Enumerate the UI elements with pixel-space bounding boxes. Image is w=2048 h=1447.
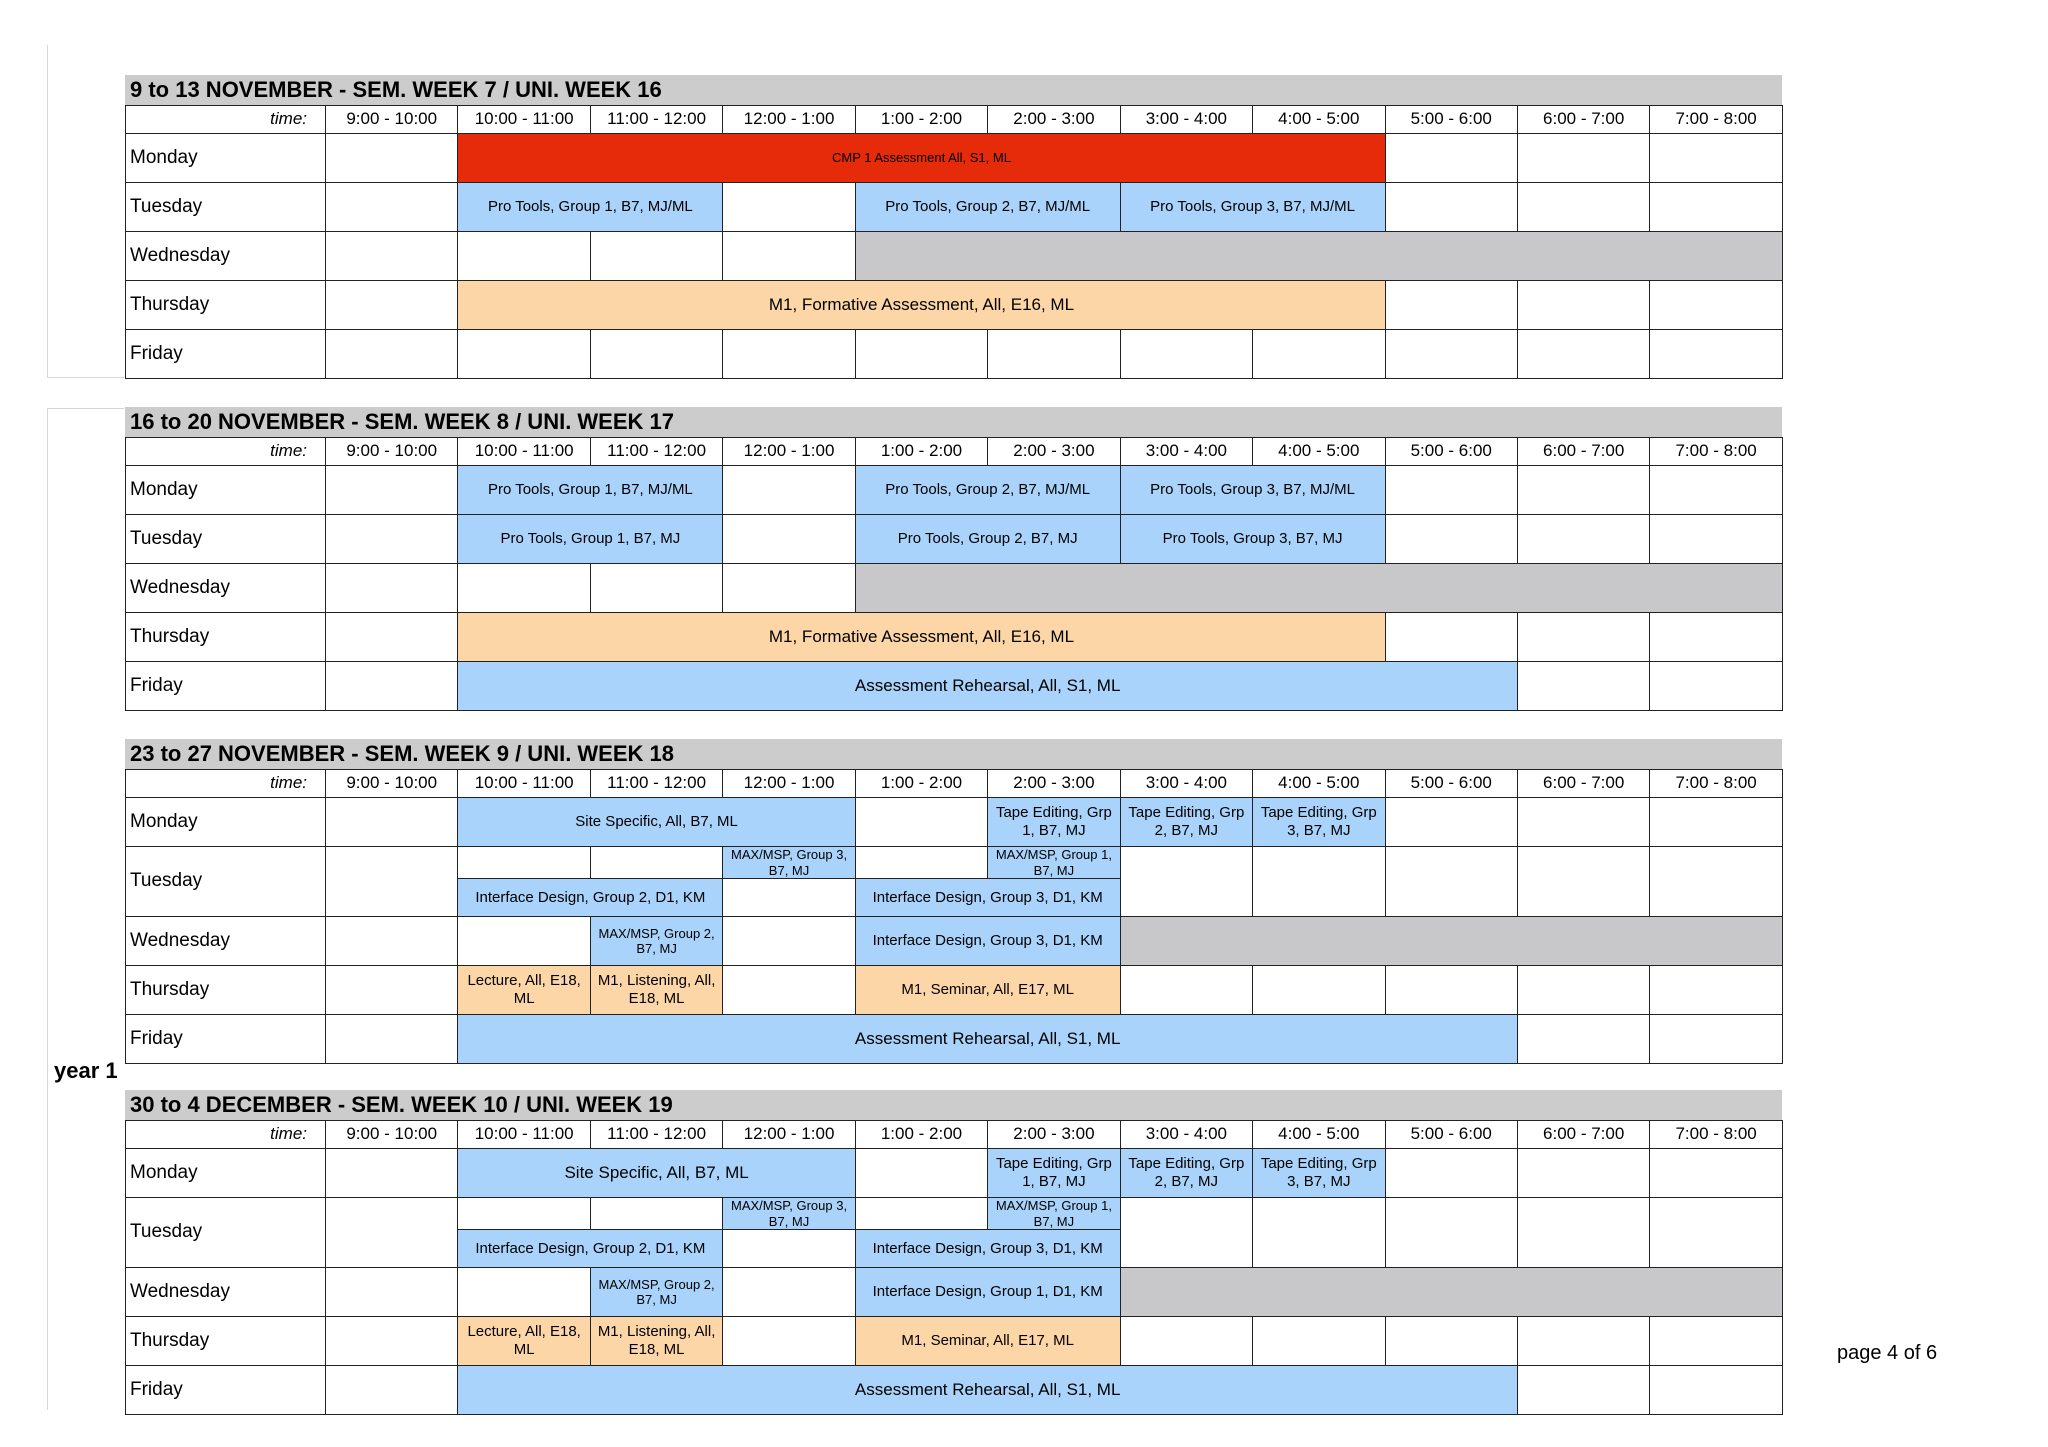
empty-slot bbox=[326, 515, 458, 564]
empty-slot bbox=[1650, 1198, 1782, 1268]
empty-slot bbox=[1650, 613, 1782, 662]
blocked-slot bbox=[1120, 1268, 1782, 1317]
event-max-msp-group-3: MAX/MSP, Group 3, B7, MJ bbox=[723, 1198, 855, 1230]
empty-slot bbox=[723, 330, 855, 379]
empty-slot bbox=[1517, 330, 1649, 379]
empty-slot bbox=[590, 330, 722, 379]
time-slot: 12:00 - 1:00 bbox=[723, 770, 855, 798]
timetable bbox=[125, 769, 1783, 1064]
day-label: Wednesday bbox=[126, 1268, 326, 1317]
timetable bbox=[125, 437, 1783, 711]
day-row-monday bbox=[126, 798, 1783, 847]
empty-slot bbox=[1517, 466, 1649, 515]
day-row-thursday bbox=[126, 966, 1783, 1015]
day-label: Tuesday bbox=[126, 847, 326, 917]
empty-slot bbox=[1650, 966, 1782, 1015]
empty-slot bbox=[1517, 281, 1649, 330]
time-slot: 5:00 - 6:00 bbox=[1385, 770, 1517, 798]
empty-slot bbox=[1517, 1198, 1649, 1268]
day-label: Tuesday bbox=[126, 515, 326, 564]
empty-slot bbox=[723, 1230, 855, 1268]
day-row-monday bbox=[126, 1149, 1783, 1198]
empty-slot bbox=[1385, 330, 1517, 379]
empty-slot bbox=[723, 232, 855, 281]
time-slot: 10:00 - 11:00 bbox=[458, 438, 590, 466]
timetable bbox=[125, 1120, 1783, 1415]
empty-slot bbox=[1385, 466, 1517, 515]
empty-slot bbox=[1650, 798, 1782, 847]
day-row-thursday bbox=[126, 281, 1783, 330]
time-slot: 10:00 - 11:00 bbox=[458, 770, 590, 798]
day-row-friday bbox=[126, 662, 1783, 711]
event-max-msp-group-3: MAX/MSP, Group 3, B7, MJ bbox=[723, 847, 855, 879]
empty-slot bbox=[1120, 966, 1252, 1015]
day-row-monday bbox=[126, 466, 1783, 515]
week-block-1 bbox=[125, 75, 1782, 379]
empty-slot bbox=[723, 966, 855, 1015]
event-site-specific: Site Specific, All, B7, ML bbox=[458, 1149, 855, 1198]
empty-slot bbox=[1385, 183, 1517, 232]
empty-slot bbox=[988, 330, 1120, 379]
empty-slot bbox=[326, 1198, 458, 1268]
time-slot: 1:00 - 2:00 bbox=[855, 438, 987, 466]
time-header-row bbox=[126, 438, 1783, 466]
empty-slot bbox=[326, 232, 458, 281]
time-slot: 1:00 - 2:00 bbox=[855, 1121, 987, 1149]
day-label: Friday bbox=[126, 330, 326, 379]
week-title: 30 to 4 DECEMBER - SEM. WEEK 10 / UNI. WEEK 19 bbox=[125, 1090, 1782, 1120]
empty-slot bbox=[458, 564, 590, 613]
day-row-tuesday bbox=[126, 1198, 1783, 1230]
empty-slot bbox=[590, 232, 722, 281]
event-pro-tools-group-3: Pro Tools, Group 3, B7, MJ/ML bbox=[1120, 466, 1385, 515]
time-label: time: bbox=[126, 438, 326, 466]
time-slot: 4:00 - 5:00 bbox=[1253, 106, 1385, 134]
event-listening: M1, Listening, All, E18, ML bbox=[590, 966, 722, 1015]
day-label: Friday bbox=[126, 1366, 326, 1415]
empty-slot bbox=[1517, 515, 1649, 564]
event-tape-editing-grp-1: Tape Editing, Grp 1, B7, MJ bbox=[988, 1149, 1120, 1198]
week-title: 16 to 20 NOVEMBER - SEM. WEEK 8 / UNI. WEEK 17 bbox=[125, 407, 1782, 437]
event-seminar: M1, Seminar, All, E17, ML bbox=[855, 966, 1120, 1015]
blocked-slot bbox=[1120, 917, 1782, 966]
day-label: Tuesday bbox=[126, 1198, 326, 1268]
empty-slot bbox=[326, 466, 458, 515]
day-label: Monday bbox=[126, 798, 326, 847]
event-tape-editing-grp-1: Tape Editing, Grp 1, B7, MJ bbox=[988, 798, 1120, 847]
empty-slot bbox=[1120, 1317, 1252, 1366]
week-block-4 bbox=[125, 1090, 1782, 1415]
day-row-friday bbox=[126, 1015, 1783, 1064]
left-margin-line bbox=[47, 45, 48, 1410]
event-pro-tools-group-2: Pro Tools, Group 2, B7, MJ/ML bbox=[855, 466, 1120, 515]
time-slot: 9:00 - 10:00 bbox=[326, 770, 458, 798]
empty-slot bbox=[855, 1198, 987, 1230]
day-label: Wednesday bbox=[126, 232, 326, 281]
empty-slot bbox=[723, 515, 855, 564]
empty-slot bbox=[1385, 966, 1517, 1015]
empty-slot bbox=[1253, 847, 1385, 917]
empty-slot bbox=[1650, 183, 1782, 232]
empty-slot bbox=[1385, 134, 1517, 183]
empty-slot bbox=[1650, 134, 1782, 183]
time-slot: 6:00 - 7:00 bbox=[1517, 106, 1649, 134]
empty-slot bbox=[326, 281, 458, 330]
time-slot: 6:00 - 7:00 bbox=[1517, 438, 1649, 466]
timetable bbox=[125, 105, 1783, 379]
event-interface-design-group-2: Interface Design, Group 2, D1, KM bbox=[458, 879, 723, 917]
empty-slot bbox=[1385, 1149, 1517, 1198]
event-formative-assessment: M1, Formative Assessment, All, E16, ML bbox=[458, 613, 1385, 662]
time-slot: 2:00 - 3:00 bbox=[988, 1121, 1120, 1149]
day-label: Tuesday bbox=[126, 183, 326, 232]
week-block-3 bbox=[125, 739, 1782, 1064]
day-label: Thursday bbox=[126, 281, 326, 330]
empty-slot bbox=[1650, 515, 1782, 564]
time-slot: 6:00 - 7:00 bbox=[1517, 1121, 1649, 1149]
time-slot: 3:00 - 4:00 bbox=[1120, 770, 1252, 798]
time-slot: 10:00 - 11:00 bbox=[458, 106, 590, 134]
empty-slot bbox=[590, 564, 722, 613]
event-pro-tools-group-2: Pro Tools, Group 2, B7, MJ/ML bbox=[855, 183, 1120, 232]
day-row-friday bbox=[126, 1366, 1783, 1415]
empty-slot bbox=[723, 466, 855, 515]
empty-slot bbox=[1385, 613, 1517, 662]
time-slot: 2:00 - 3:00 bbox=[988, 438, 1120, 466]
left-margin-gap bbox=[47, 377, 124, 409]
time-slot: 6:00 - 7:00 bbox=[1517, 770, 1649, 798]
time-header-row bbox=[126, 1121, 1783, 1149]
empty-slot bbox=[1650, 847, 1782, 917]
time-slot: 3:00 - 4:00 bbox=[1120, 106, 1252, 134]
empty-slot bbox=[590, 847, 722, 879]
empty-slot bbox=[1650, 330, 1782, 379]
day-row-wednesday bbox=[126, 564, 1783, 613]
empty-slot bbox=[1650, 1015, 1782, 1064]
empty-slot bbox=[326, 847, 458, 917]
event-listening: M1, Listening, All, E18, ML bbox=[590, 1317, 722, 1366]
empty-slot bbox=[723, 879, 855, 917]
time-slot: 2:00 - 3:00 bbox=[988, 770, 1120, 798]
day-row-tuesday bbox=[126, 183, 1783, 232]
day-row-wednesday bbox=[126, 1268, 1783, 1317]
week-title: 9 to 13 NOVEMBER - SEM. WEEK 7 / UNI. WEEK 16 bbox=[125, 75, 1782, 105]
time-label: time: bbox=[126, 106, 326, 134]
empty-slot bbox=[590, 1198, 722, 1230]
empty-slot bbox=[326, 798, 458, 847]
time-slot: 3:00 - 4:00 bbox=[1120, 1121, 1252, 1149]
empty-slot bbox=[1650, 466, 1782, 515]
empty-slot bbox=[1517, 966, 1649, 1015]
time-slot: 1:00 - 2:00 bbox=[855, 106, 987, 134]
time-slot: 5:00 - 6:00 bbox=[1385, 106, 1517, 134]
day-row-thursday bbox=[126, 613, 1783, 662]
time-slot: 7:00 - 8:00 bbox=[1650, 1121, 1782, 1149]
empty-slot bbox=[1385, 798, 1517, 847]
empty-slot bbox=[1517, 1149, 1649, 1198]
empty-slot bbox=[1385, 281, 1517, 330]
empty-slot bbox=[1120, 330, 1252, 379]
event-lecture: Lecture, All, E18, ML bbox=[458, 1317, 590, 1366]
time-slot: 9:00 - 10:00 bbox=[326, 1121, 458, 1149]
event-tape-editing-grp-3: Tape Editing, Grp 3, B7, MJ bbox=[1253, 1149, 1385, 1198]
time-slot: 1:00 - 2:00 bbox=[855, 770, 987, 798]
empty-slot bbox=[326, 183, 458, 232]
empty-slot bbox=[1253, 1317, 1385, 1366]
day-label: Wednesday bbox=[126, 564, 326, 613]
empty-slot bbox=[326, 966, 458, 1015]
empty-slot bbox=[855, 1149, 987, 1198]
time-slot: 12:00 - 1:00 bbox=[723, 1121, 855, 1149]
empty-slot bbox=[1517, 134, 1649, 183]
empty-slot bbox=[1385, 1317, 1517, 1366]
event-pro-tools-group-1: Pro Tools, Group 1, B7, MJ/ML bbox=[458, 466, 723, 515]
blocked-slot bbox=[855, 232, 1782, 281]
day-label: Wednesday bbox=[126, 917, 326, 966]
empty-slot bbox=[1517, 1366, 1649, 1415]
time-header-row bbox=[126, 106, 1783, 134]
event-pro-tools-group-3: Pro Tools, Group 3, B7, MJ/ML bbox=[1120, 183, 1385, 232]
empty-slot bbox=[855, 847, 987, 879]
time-slot: 7:00 - 8:00 bbox=[1650, 106, 1782, 134]
empty-slot bbox=[1120, 847, 1252, 917]
event-pro-tools-group-3: Pro Tools, Group 3, B7, MJ bbox=[1120, 515, 1385, 564]
empty-slot bbox=[1650, 662, 1782, 711]
empty-slot bbox=[723, 564, 855, 613]
empty-slot bbox=[1253, 330, 1385, 379]
event-lecture: Lecture, All, E18, ML bbox=[458, 966, 590, 1015]
empty-slot bbox=[326, 330, 458, 379]
empty-slot bbox=[855, 330, 987, 379]
week-title: 23 to 27 NOVEMBER - SEM. WEEK 9 / UNI. WEEK 18 bbox=[125, 739, 1782, 769]
time-slot: 7:00 - 8:00 bbox=[1650, 770, 1782, 798]
time-slot: 11:00 - 12:00 bbox=[590, 106, 722, 134]
empty-slot bbox=[1517, 183, 1649, 232]
day-label: Thursday bbox=[126, 1317, 326, 1366]
empty-slot bbox=[1650, 1317, 1782, 1366]
empty-slot bbox=[1120, 1198, 1252, 1268]
event-max-msp-group-1: MAX/MSP, Group 1, B7, MJ bbox=[988, 847, 1120, 879]
event-interface-design: Interface Design, Group 1, D1, KM bbox=[855, 1268, 1120, 1317]
empty-slot bbox=[1517, 798, 1649, 847]
empty-slot bbox=[1253, 966, 1385, 1015]
empty-slot bbox=[326, 134, 458, 183]
empty-slot bbox=[458, 1268, 590, 1317]
event-site-specific: Site Specific, All, B7, ML bbox=[458, 798, 855, 847]
empty-slot bbox=[1650, 281, 1782, 330]
empty-slot bbox=[326, 564, 458, 613]
empty-slot bbox=[1517, 613, 1649, 662]
event-interface-design: Interface Design, Group 3, D1, KM bbox=[855, 917, 1120, 966]
event-max-msp-group-1: MAX/MSP, Group 1, B7, MJ bbox=[988, 1198, 1120, 1230]
empty-slot bbox=[458, 1198, 590, 1230]
empty-slot bbox=[1253, 1198, 1385, 1268]
time-slot: 12:00 - 1:00 bbox=[723, 106, 855, 134]
event-max-msp-group-2: MAX/MSP, Group 2, B7, MJ bbox=[590, 1268, 722, 1317]
empty-slot bbox=[1517, 847, 1649, 917]
event-max-msp-group-2: MAX/MSP, Group 2, B7, MJ bbox=[590, 917, 722, 966]
time-header-row bbox=[126, 770, 1783, 798]
time-label: time: bbox=[126, 770, 326, 798]
empty-slot bbox=[1517, 662, 1649, 711]
empty-slot bbox=[458, 847, 590, 879]
empty-slot bbox=[723, 183, 855, 232]
event-pro-tools-group-2: Pro Tools, Group 2, B7, MJ bbox=[855, 515, 1120, 564]
day-row-friday bbox=[126, 330, 1783, 379]
event-tape-editing-grp-2: Tape Editing, Grp 2, B7, MJ bbox=[1120, 798, 1252, 847]
day-label: Thursday bbox=[126, 966, 326, 1015]
day-row-monday bbox=[126, 134, 1783, 183]
empty-slot bbox=[723, 917, 855, 966]
event-cmp-assessment: CMP 1 Assessment All, S1, ML bbox=[458, 134, 1385, 183]
empty-slot bbox=[326, 1366, 458, 1415]
time-slot: 10:00 - 11:00 bbox=[458, 1121, 590, 1149]
empty-slot bbox=[458, 232, 590, 281]
blocked-slot bbox=[855, 564, 1782, 613]
event-formative-assessment: M1, Formative Assessment, All, E16, ML bbox=[458, 281, 1385, 330]
time-slot: 4:00 - 5:00 bbox=[1253, 1121, 1385, 1149]
day-row-tuesday bbox=[126, 847, 1783, 879]
time-slot: 9:00 - 10:00 bbox=[326, 438, 458, 466]
event-tape-editing-grp-3: Tape Editing, Grp 3, B7, MJ bbox=[1253, 798, 1385, 847]
event-assessment-rehearsal: Assessment Rehearsal, All, S1, ML bbox=[458, 1015, 1518, 1064]
time-slot: 9:00 - 10:00 bbox=[326, 106, 458, 134]
day-row-wednesday bbox=[126, 232, 1783, 281]
empty-slot bbox=[723, 1268, 855, 1317]
event-pro-tools-group-1: Pro Tools, Group 1, B7, MJ bbox=[458, 515, 723, 564]
time-slot: 12:00 - 1:00 bbox=[723, 438, 855, 466]
time-label: time: bbox=[126, 1121, 326, 1149]
empty-slot bbox=[1517, 1317, 1649, 1366]
event-interface-design-group-3: Interface Design, Group 3, D1, KM bbox=[855, 1230, 1120, 1268]
empty-slot bbox=[855, 798, 987, 847]
empty-slot bbox=[326, 1268, 458, 1317]
empty-slot bbox=[326, 662, 458, 711]
time-slot: 4:00 - 5:00 bbox=[1253, 770, 1385, 798]
empty-slot bbox=[1385, 847, 1517, 917]
page-number: page 4 of 6 bbox=[1837, 1342, 1938, 1364]
time-slot: 2:00 - 3:00 bbox=[988, 106, 1120, 134]
day-label: Thursday bbox=[126, 613, 326, 662]
time-slot: 3:00 - 4:00 bbox=[1120, 438, 1252, 466]
time-slot: 11:00 - 12:00 bbox=[590, 1121, 722, 1149]
time-slot: 11:00 - 12:00 bbox=[590, 770, 722, 798]
empty-slot bbox=[458, 917, 590, 966]
day-row-wednesday bbox=[126, 917, 1783, 966]
time-slot: 5:00 - 6:00 bbox=[1385, 1121, 1517, 1149]
empty-slot bbox=[723, 1317, 855, 1366]
empty-slot bbox=[326, 1149, 458, 1198]
year-label: year 1 bbox=[54, 1058, 118, 1083]
empty-slot bbox=[1385, 1198, 1517, 1268]
time-slot: 7:00 - 8:00 bbox=[1650, 438, 1782, 466]
time-slot: 11:00 - 12:00 bbox=[590, 438, 722, 466]
day-row-thursday bbox=[126, 1317, 1783, 1366]
day-row-tuesday bbox=[126, 515, 1783, 564]
event-assessment-rehearsal: Assessment Rehearsal, All, S1, ML bbox=[458, 662, 1518, 711]
empty-slot bbox=[326, 613, 458, 662]
day-label: Monday bbox=[126, 134, 326, 183]
empty-slot bbox=[1517, 1015, 1649, 1064]
day-label: Monday bbox=[126, 1149, 326, 1198]
empty-slot bbox=[1650, 1366, 1782, 1415]
event-interface-design-group-2: Interface Design, Group 2, D1, KM bbox=[458, 1230, 723, 1268]
empty-slot bbox=[1385, 515, 1517, 564]
event-assessment-rehearsal: Assessment Rehearsal, All, S1, ML bbox=[458, 1366, 1518, 1415]
empty-slot bbox=[326, 1317, 458, 1366]
time-slot: 4:00 - 5:00 bbox=[1253, 438, 1385, 466]
empty-slot bbox=[1650, 1149, 1782, 1198]
week-block-2 bbox=[125, 407, 1782, 711]
event-seminar: M1, Seminar, All, E17, ML bbox=[855, 1317, 1120, 1366]
event-pro-tools-group-1: Pro Tools, Group 1, B7, MJ/ML bbox=[458, 183, 723, 232]
event-interface-design-group-3: Interface Design, Group 3, D1, KM bbox=[855, 879, 1120, 917]
time-slot: 5:00 - 6:00 bbox=[1385, 438, 1517, 466]
day-label: Friday bbox=[126, 662, 326, 711]
empty-slot bbox=[326, 1015, 458, 1064]
empty-slot bbox=[458, 330, 590, 379]
event-tape-editing-grp-2: Tape Editing, Grp 2, B7, MJ bbox=[1120, 1149, 1252, 1198]
empty-slot bbox=[326, 917, 458, 966]
day-label: Friday bbox=[126, 1015, 326, 1064]
day-label: Monday bbox=[126, 466, 326, 515]
